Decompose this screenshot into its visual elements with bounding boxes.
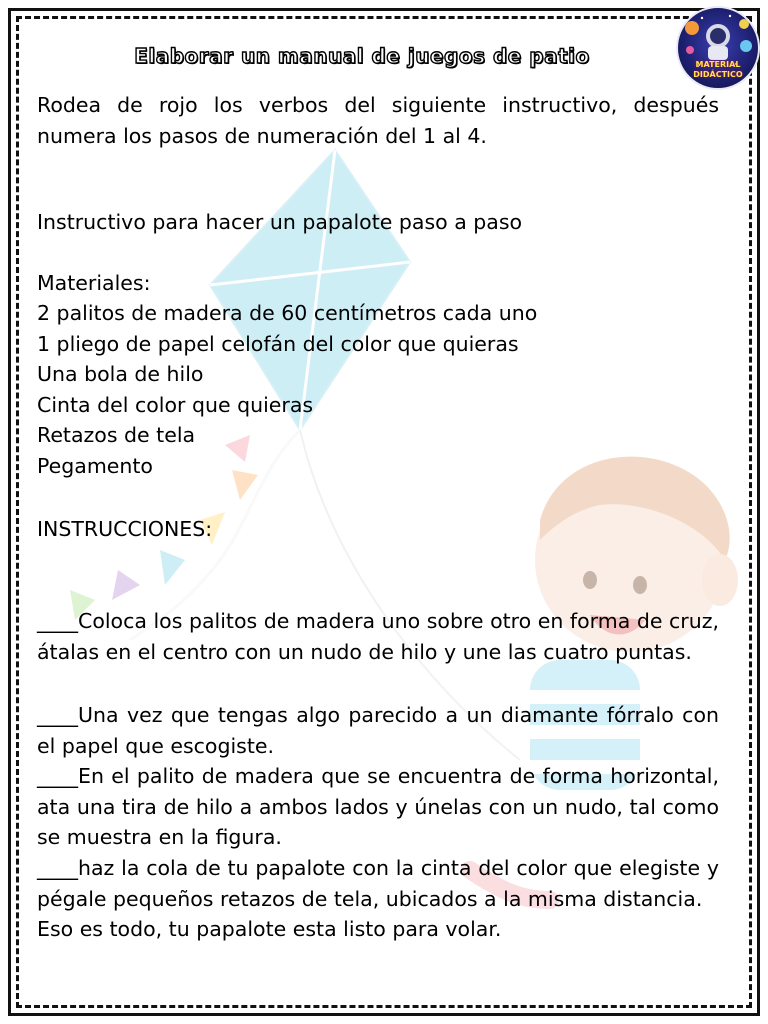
material-item: Pegamento <box>37 453 153 478</box>
logo-text-didactico: DIDÁCTICO <box>693 70 743 79</box>
step-number-blank[interactable]: ____ <box>37 609 78 633</box>
instructions-label: INSTRUCCIONES: <box>37 517 213 541</box>
step-text: haz la cola de tu papalote con la cinta del color que elegiste y pégale pequeños retazos de tela, ubicados a la misma distancia. <box>37 856 719 911</box>
step-number-blank[interactable]: ____ <box>37 703 78 727</box>
logo-text-material: MATERIAL <box>695 60 741 69</box>
material-item: 2 palitos de madera de 60 centímetros cada uno <box>37 301 538 325</box>
step-text: Coloca los palitos de madera uno sobre otro en forma de cruz, átalas en el centro con un nudo de hilo y une las cuatro puntas. <box>37 609 719 664</box>
material-item: 1 pliego de papel celofán del color que quieras <box>37 331 519 356</box>
kite-heading: Instructivo para hacer un papalote paso a paso <box>37 210 523 234</box>
material-item: Cinta del color que quieras <box>37 392 314 417</box>
step-number-blank[interactable]: ____ <box>37 856 78 880</box>
step-4 <box>37 853 719 914</box>
step-number-blank[interactable]: ____ <box>37 764 78 788</box>
step-1 <box>37 606 719 667</box>
step-text: En el palito de madera que se encuentra de forma horizontal, ata una tira de hilo a ambos lados y únelas con un nudo, tal como se muestra en la figura. <box>37 764 719 849</box>
closing-line: Eso es todo, tu papalote esta listo para volar. <box>37 917 502 941</box>
materials-label: Materiales: <box>37 271 151 295</box>
instructions-intro: Rodea de rojo los verbos del siguiente instructivo, después numera los pasos de numeración del 1 al 4. <box>37 93 719 148</box>
step-2 <box>37 700 719 761</box>
material-item: Retazos de tela <box>37 423 196 447</box>
step-3 <box>37 761 719 853</box>
material-item: Una bola de hilo <box>37 362 204 386</box>
page-title: Elaborar un manual de juegos de patio <box>134 44 590 68</box>
materials-list <box>37 298 719 481</box>
step-text: Una vez que tengas algo parecido a un diamante fórralo con el papel que escogiste. <box>37 703 719 758</box>
